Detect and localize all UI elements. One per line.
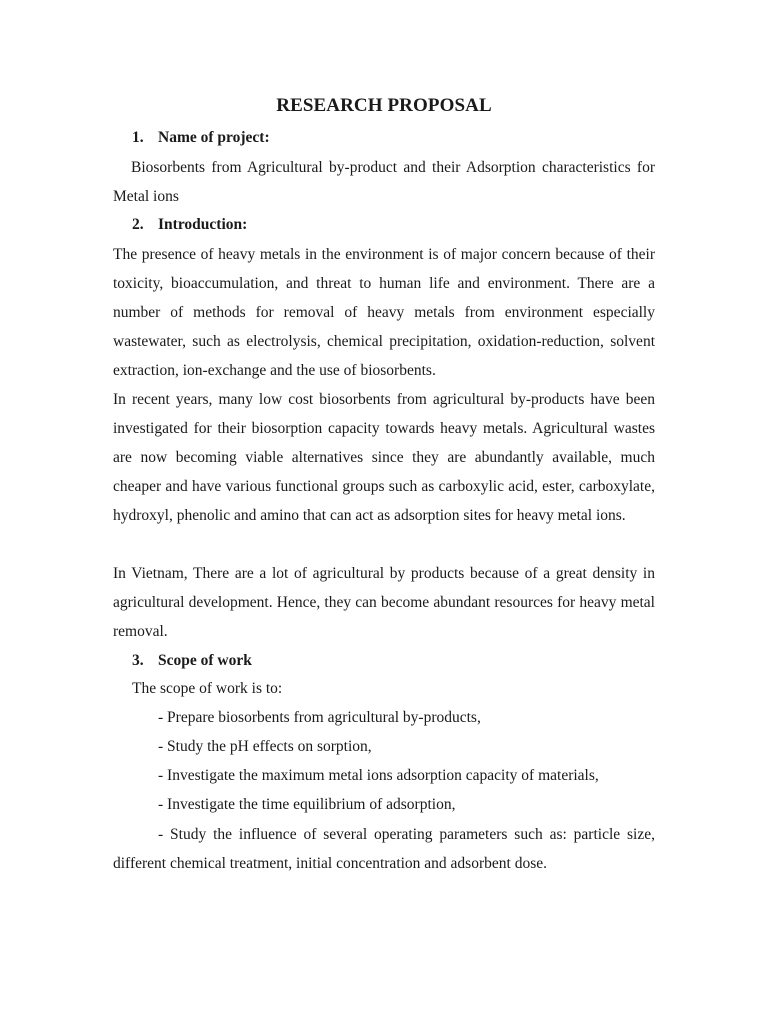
- scope-item: - Investigate the maximum metal ions adsorption capacity of materials,: [158, 767, 599, 784]
- section-title: Scope of work: [158, 652, 252, 669]
- section-title: Introduction:: [158, 216, 248, 233]
- scope-item: - Prepare biosorbents from agricultural by-products,: [158, 709, 481, 726]
- introduction-paragraph-2: In recent years, many low cost biosorbents from agricultural by-products have been investigated for their biosorption capacity towards heavy metals. Agricultural wastes are now becoming viable alternatives since they are abundantly available, much cheaper and have various functional groups such as carboxylic acid, ester, carboxylate, hydroxyl, phenolic and amino that can act as adsorption sites for heavy metal ions.: [113, 391, 655, 524]
- page-title: RESEARCH PROPOSAL: [276, 95, 492, 116]
- project-name-paragraph: Biosorbents from Agricultural by-product and their Adsorption characteristics for Metal ions: [113, 159, 655, 205]
- section-number: 1.: [132, 129, 144, 146]
- section-title: Name of project:: [158, 129, 270, 146]
- section-number: 2.: [132, 216, 144, 233]
- introduction-paragraph-3: In Vietnam, There are a lot of agricultural by products because of a great density in agricultural development. Hence, they can become abundant resources for heavy metal removal.: [113, 565, 655, 640]
- scope-item: - Investigate the time equilibrium of adsorption,: [158, 796, 456, 813]
- scope-intro: The scope of work is to:: [132, 680, 283, 697]
- introduction-paragraph-1: The presence of heavy metals in the environment is of major concern because of their toxicity, bioaccumulation, and threat to human life and environment. There are a number of methods for removal of heavy metals from environment especially wastewater, such as electrolysis, chemical precipitation, oxidation-reduction, solvent extraction, ion-exchange and the use of biosorbents.: [113, 246, 655, 379]
- section-heading-introduction: [132, 211, 247, 239]
- section-heading-project-name: [132, 124, 270, 152]
- section-heading-scope-of-work: [132, 647, 252, 675]
- scope-item: - Study the pH effects on sorption,: [158, 738, 372, 755]
- section-number: 3.: [132, 652, 144, 669]
- scope-item: - Study the influence of several operating parameters such as: particle size, different chemical treatment, initial concentration and adsorbent dose.: [113, 826, 655, 872]
